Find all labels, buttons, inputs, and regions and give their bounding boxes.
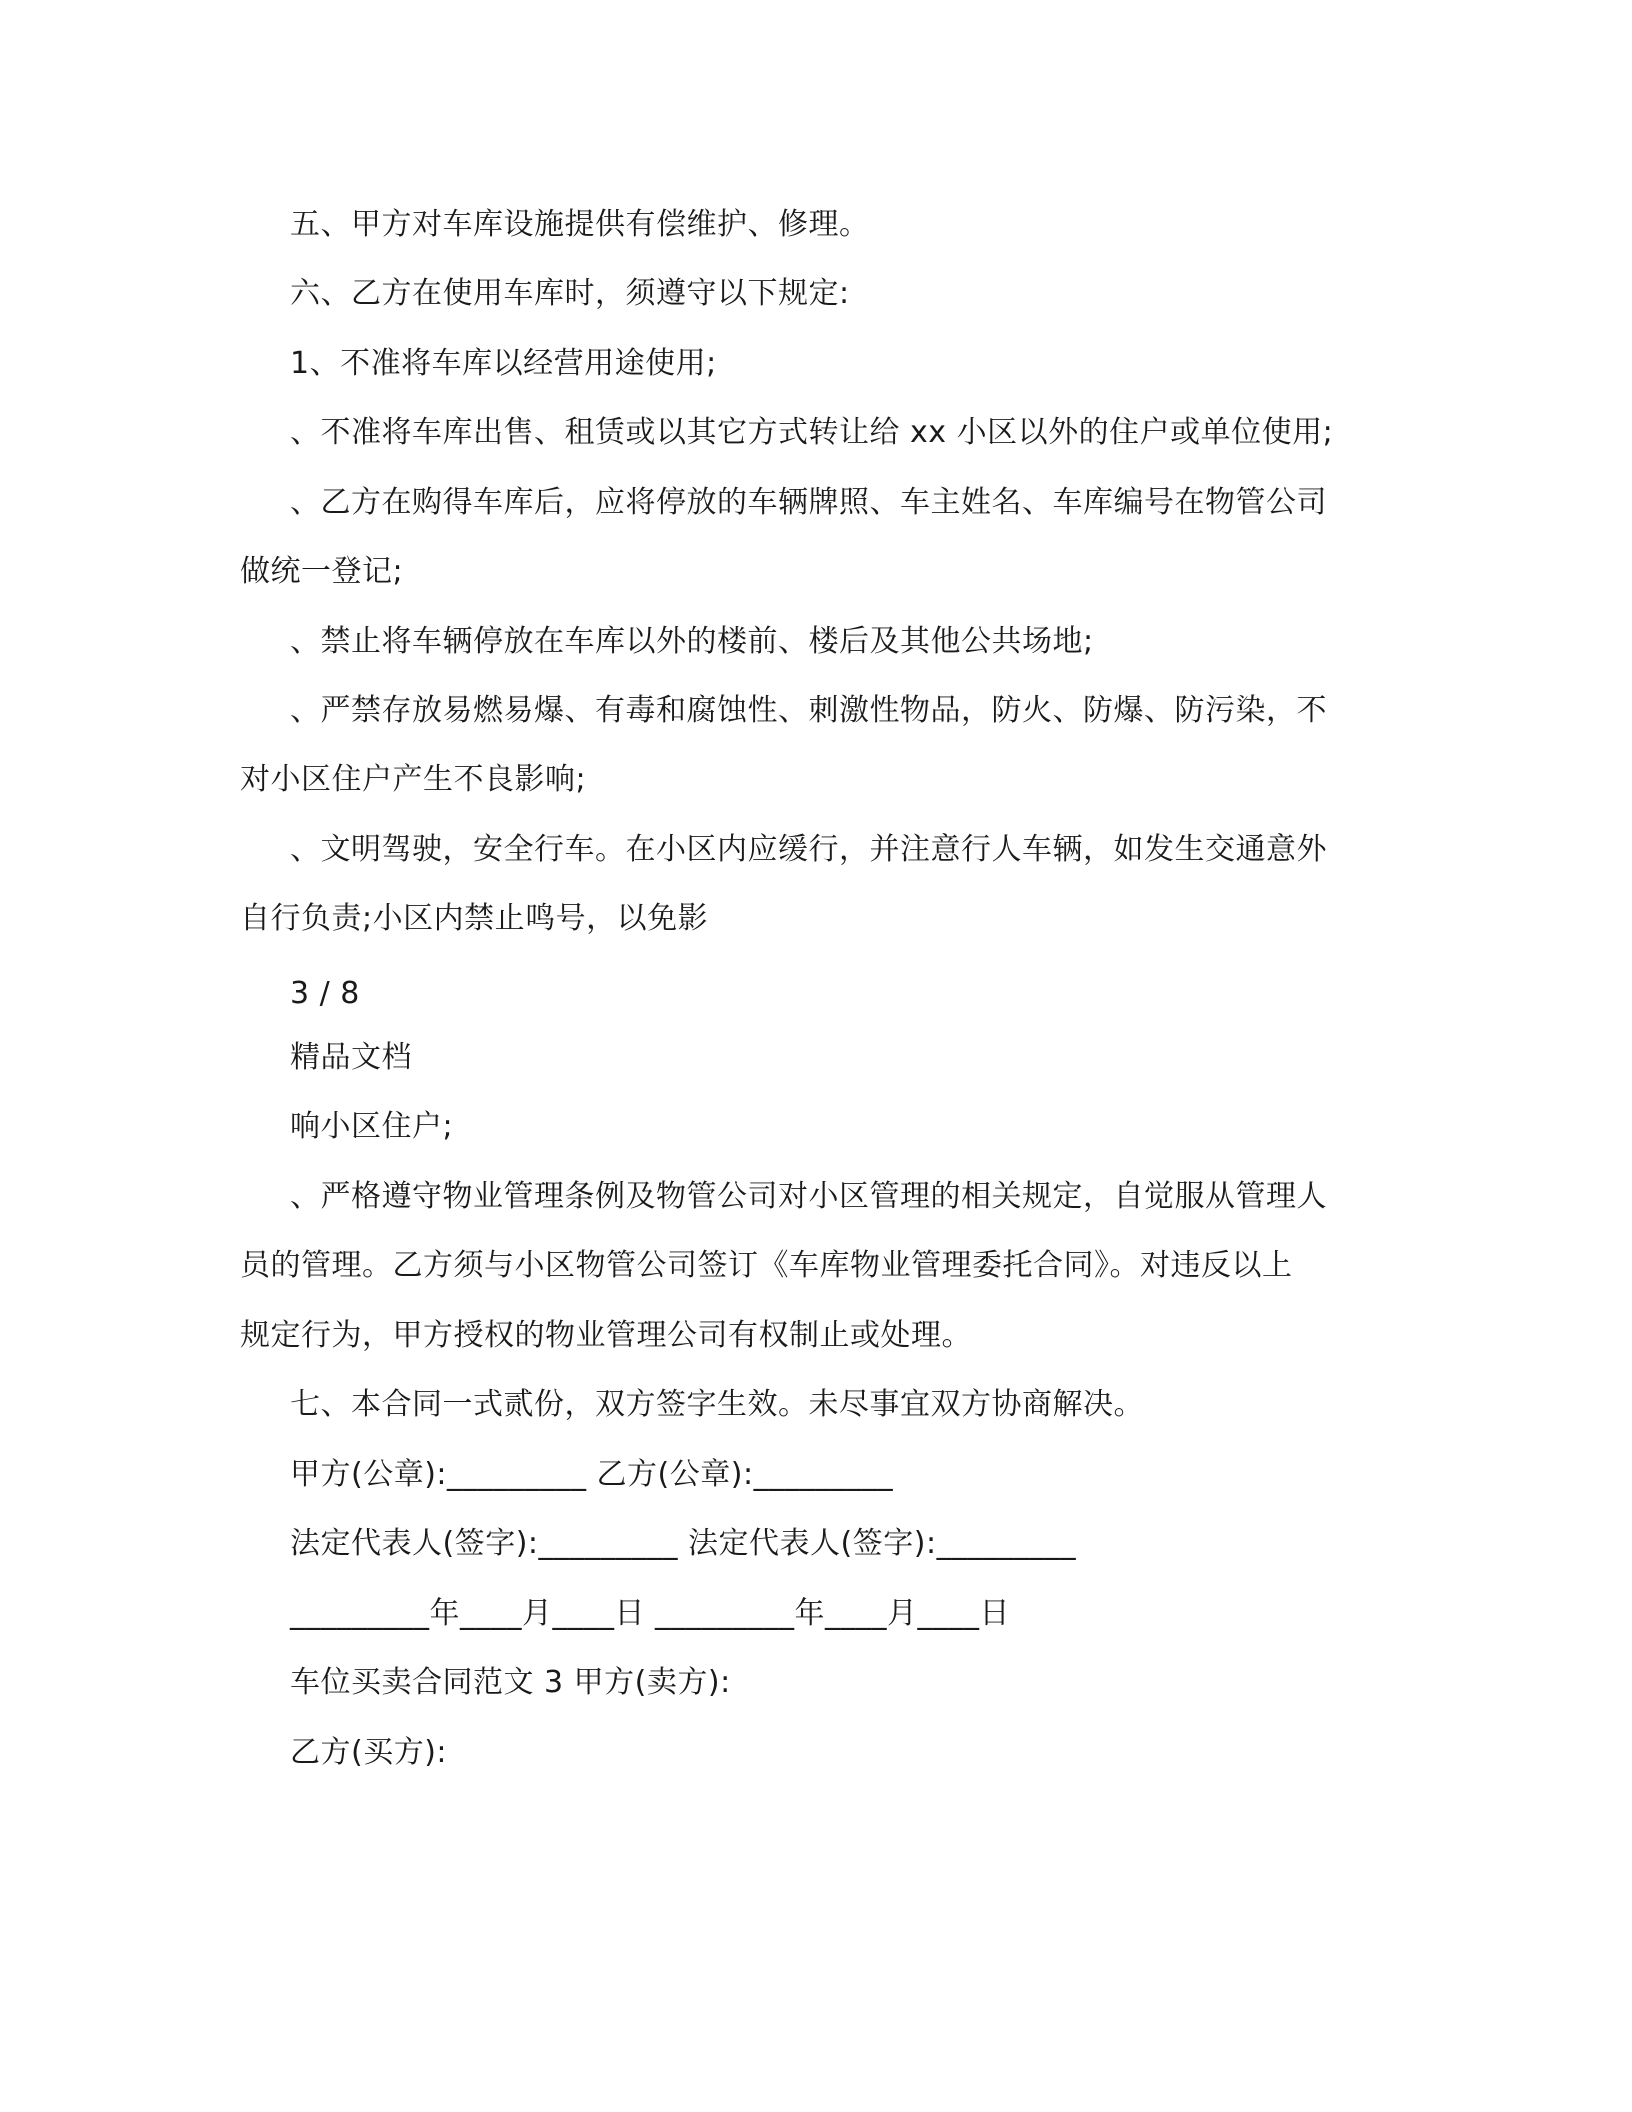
rule-7: 、严格遵守物业管理条例及物管公司对小区管理的相关规定，自觉服从管理人 <box>290 1179 1327 1214</box>
party-b-label: 乙方(买方): <box>290 1735 448 1770</box>
rule-5-continued: 对小区住户产生不良影响; <box>240 762 587 797</box>
rule-6-tail: 响小区住户; <box>290 1109 454 1144</box>
rule-7-continued: 员的管理。乙方须与小区物管公司签订《车库物业管理委托合同》。对违反以上 <box>240 1248 1293 1283</box>
date-line: _________年____月____日 _________年____月____日 <box>290 1596 1011 1631</box>
seal-signature-line: 甲方(公章):_________ 乙方(公章):_________ <box>290 1457 894 1492</box>
rule-1: 1、不准将车库以经营用途使用; <box>290 346 717 381</box>
rule-4: 、禁止将车辆停放在车库以外的楼前、楼后及其他公共场地; <box>290 624 1094 659</box>
clause-5: 五、甲方对车库设施提供有偿维护、修理。 <box>290 207 870 242</box>
clause-6-heading: 六、乙方在使用车库时，须遵守以下规定: <box>290 276 850 311</box>
clause-7: 七、本合同一式贰份，双方签字生效。未尽事宜双方协商解决。 <box>290 1387 1144 1422</box>
page-header: 精品文档 <box>290 1040 412 1075</box>
rule-6-continued: 自行负责;小区内禁止鸣号，以免影 <box>240 901 709 936</box>
rule-6: 、文明驾驶，安全行车。在小区内应缓行，并注意行人车辆，如发生交通意外 <box>290 832 1327 867</box>
rule-3-continued: 做统一登记; <box>240 554 404 589</box>
rule-7-continued-2: 规定行为，甲方授权的物业管理公司有权制止或处理。 <box>240 1318 972 1353</box>
next-contract-title: 车位买卖合同范文 3 甲方(卖方): <box>290 1665 731 1700</box>
rule-2: 、不准将车库出售、租赁或以其它方式转让给 xx 小区以外的住户或单位使用; <box>290 415 1334 450</box>
page-number: 3 / 8 <box>290 976 360 1011</box>
rule-3: 、乙方在购得车库后，应将停放的车辆牌照、车主姓名、车库编号在物管公司 <box>290 485 1327 520</box>
rule-5: 、严禁存放易燃易爆、有毒和腐蚀性、刺激性物品，防火、防爆、防污染，不 <box>290 693 1327 728</box>
representative-signature-line: 法定代表人(签字):_________ 法定代表人(签字):_________ <box>290 1526 1077 1561</box>
